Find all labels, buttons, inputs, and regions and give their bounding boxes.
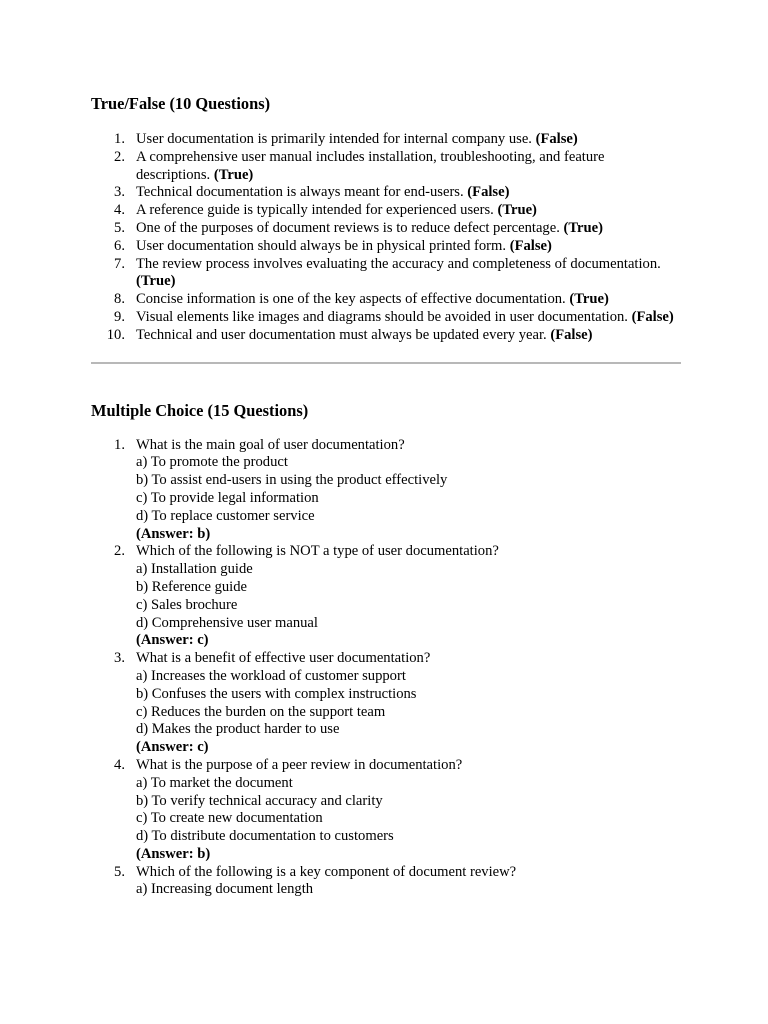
- answer-option: d) To distribute documentation to customers: [136, 828, 394, 845]
- answer-label: (True): [563, 219, 603, 236]
- answer-option: b) To assist end-users in using the product effectively: [136, 472, 448, 489]
- question-text: A comprehensive user manual includes installation, troubleshooting, and feature descriptions.: [136, 148, 605, 183]
- list-item: [91, 256, 681, 292]
- answer-label: (True): [497, 202, 537, 219]
- answer-option: a) To promote the product: [136, 454, 288, 471]
- answer-label: (False): [550, 326, 593, 343]
- question-text: What is the purpose of a peer review in documentation?: [136, 756, 463, 773]
- question-number: 4.: [114, 756, 125, 773]
- answer-option: d) Comprehensive user manual: [136, 614, 318, 631]
- answer-label: (True): [213, 166, 254, 183]
- question-number: 5.: [114, 863, 125, 880]
- answer-option: a) To market the document: [136, 774, 293, 791]
- answer-option: d) To replace customer service: [136, 507, 315, 524]
- document-content: [91, 94, 681, 899]
- answer-label: (False): [509, 237, 552, 254]
- section-title-multiple-choice: Multiple Choice (15 Questions): [91, 400, 309, 420]
- answer-label: (Answer: b): [136, 845, 211, 862]
- answer-label: (Answer: c): [136, 739, 209, 756]
- question-text: A reference guide is typically intended for experienced users.: [136, 202, 494, 219]
- answer-option: b) To verify technical accuracy and clarity: [136, 792, 383, 809]
- question-number: 3.: [114, 184, 125, 201]
- question-number: 9.: [114, 308, 125, 325]
- multiple-choice-section: [91, 401, 681, 900]
- question-number: 8.: [114, 291, 125, 308]
- question-text: User documentation should always be in physical printed form.: [136, 237, 507, 254]
- list-item: [91, 864, 681, 900]
- question-text: What is a benefit of effective user documentation?: [136, 650, 431, 667]
- answer-option: a) Installation guide: [136, 561, 253, 578]
- answer-option: a) Increasing document length: [136, 881, 314, 898]
- answer-option: c) To create new documentation: [136, 810, 323, 827]
- true-false-question-list: [91, 131, 681, 345]
- question-text: Technical and user documentation must always be updated every year.: [136, 326, 547, 343]
- list-item: [91, 437, 681, 544]
- question-number: 4.: [114, 202, 125, 219]
- list-item: [91, 238, 681, 256]
- question-text: The review process involves evaluating the accuracy and completeness of documentation.: [136, 255, 661, 272]
- answer-option: a) Increases the workload of customer support: [136, 667, 406, 684]
- question-number: 10.: [106, 326, 125, 343]
- question-number: 2.: [114, 543, 125, 560]
- question-number: 1.: [114, 436, 125, 453]
- list-item: [91, 757, 681, 864]
- list-item: [91, 131, 681, 149]
- multiple-choice-question-list: [91, 437, 681, 900]
- list-item: [91, 149, 681, 185]
- answer-label: (False): [535, 131, 578, 147]
- answer-label: (False): [631, 308, 674, 325]
- question-number: 6.: [114, 237, 125, 254]
- true-false-section: [91, 94, 681, 345]
- question-number: 1.: [114, 131, 125, 147]
- list-item: [91, 327, 681, 345]
- answer-option: c) Reduces the burden on the support team: [136, 703, 386, 720]
- list-item: [91, 202, 681, 220]
- answer-option: b) Confuses the users with complex instructions: [136, 685, 417, 702]
- list-item: [91, 220, 681, 238]
- question-text: What is the main goal of user documentation?: [136, 436, 405, 453]
- question-number: 3.: [114, 650, 125, 667]
- answer-option: b) Reference guide: [136, 578, 248, 595]
- answer-option: c) To provide legal information: [136, 489, 319, 506]
- list-item: [91, 543, 681, 650]
- question-text: Technical documentation is always meant for end-users.: [136, 184, 464, 201]
- list-item: [91, 650, 681, 757]
- question-text: Concise information is one of the key aspects of effective documentation.: [136, 291, 566, 308]
- answer-label: (True): [136, 273, 176, 290]
- list-item: [91, 309, 681, 327]
- answer-option: d) Makes the product harder to use: [136, 721, 340, 738]
- question-number: 7.: [114, 255, 125, 272]
- question-number: 5.: [114, 219, 125, 236]
- section-title-true-false: True/False (10 Questions): [91, 94, 271, 113]
- answer-option: c) Sales brochure: [136, 596, 238, 613]
- question-number: 2.: [114, 148, 125, 165]
- question-text: Which of the following is a key component of document review?: [136, 863, 517, 880]
- question-text: One of the purposes of document reviews is to reduce defect percentage.: [136, 219, 560, 236]
- answer-label: (Answer: c): [136, 632, 209, 649]
- answer-label: (False): [467, 184, 510, 201]
- section-divider: [91, 362, 681, 364]
- question-text: Which of the following is NOT a type of user documentation?: [136, 543, 499, 560]
- answer-label: (Answer: b): [136, 525, 211, 542]
- question-text: User documentation is primarily intended for internal company use.: [136, 131, 532, 147]
- answer-label: (True): [569, 291, 609, 308]
- list-item: [91, 291, 681, 309]
- list-item: [91, 184, 681, 202]
- question-text: Visual elements like images and diagrams should be avoided in user documentation.: [136, 308, 628, 325]
